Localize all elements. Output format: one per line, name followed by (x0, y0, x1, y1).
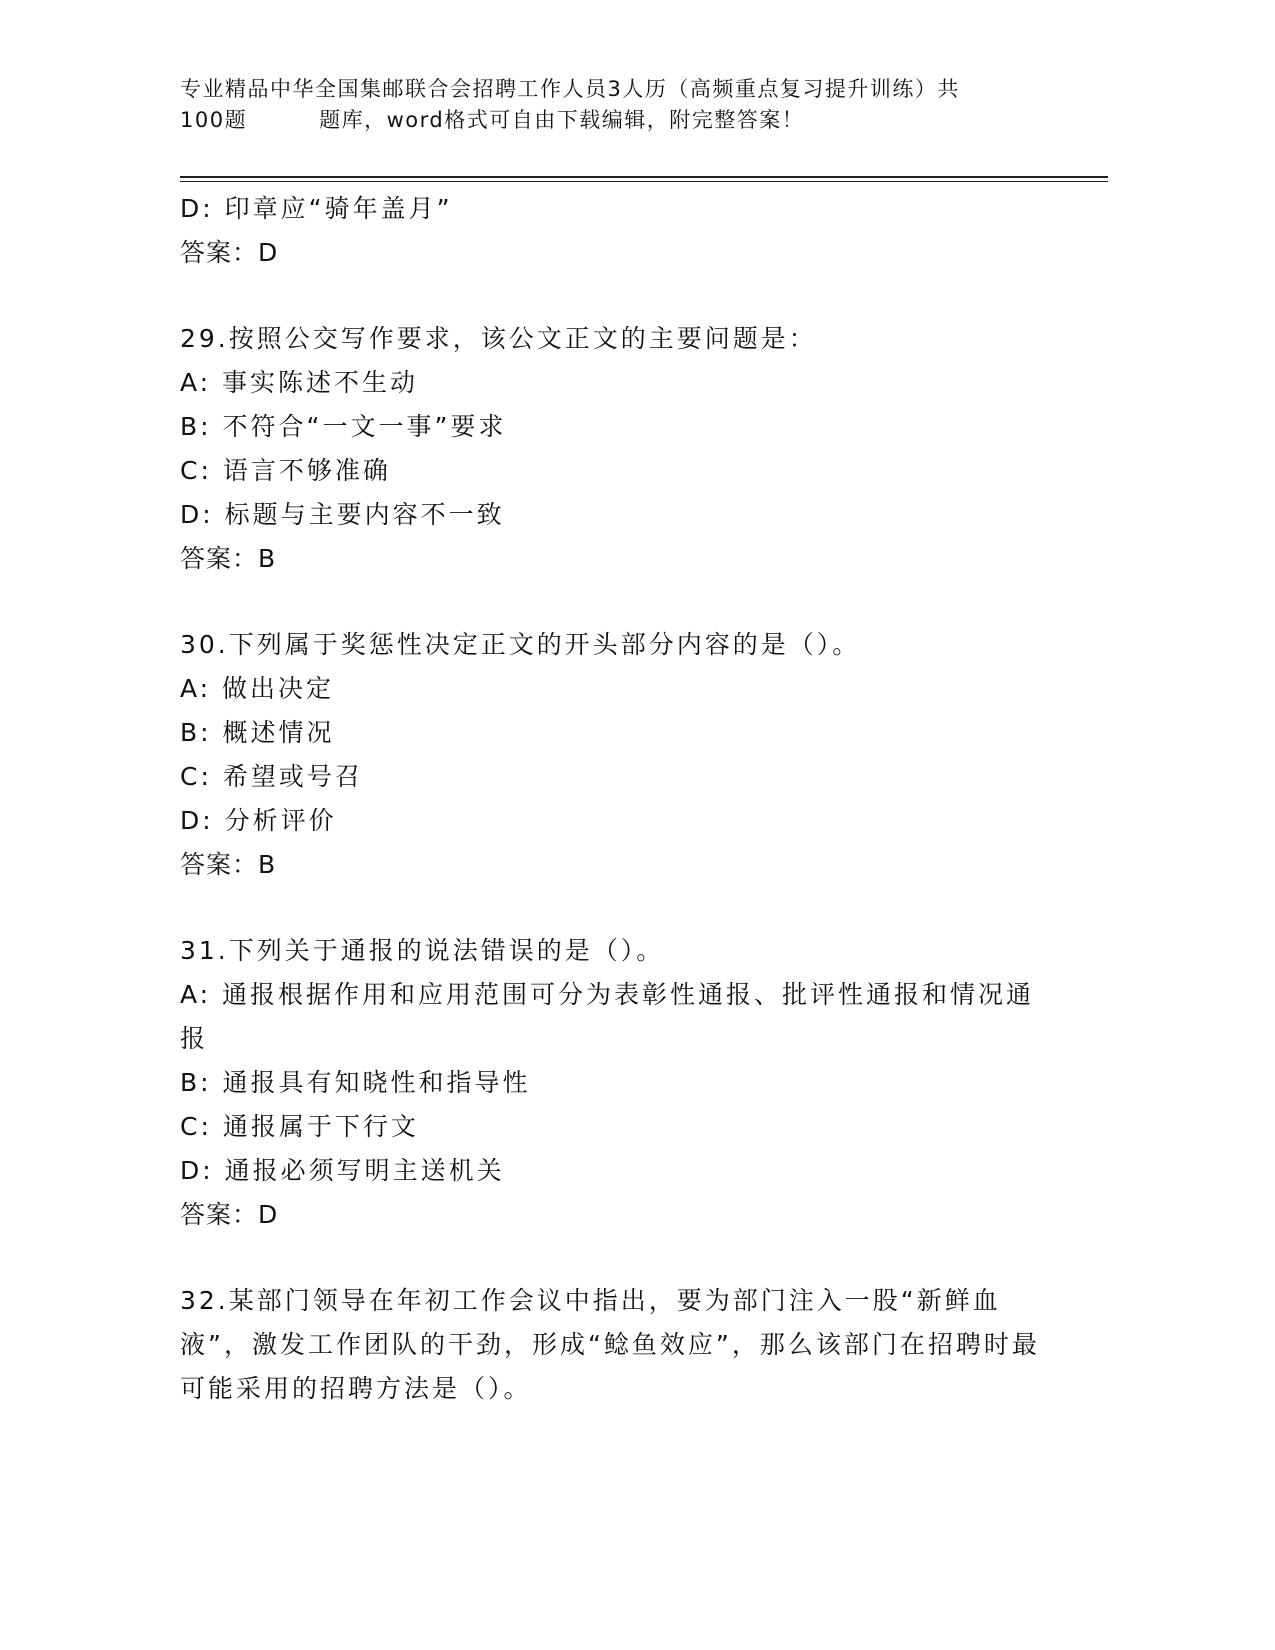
header-rule-thick (180, 176, 1108, 178)
option-a: A: 事实陈述不生动 (180, 368, 419, 397)
option-d: D: 印章应“骑年盖月” (180, 194, 453, 223)
option-a: A: 做出决定 (180, 674, 335, 703)
question-31 (180, 929, 1060, 1237)
question-32 (180, 1279, 1060, 1411)
question-stem: 32.某部门领导在年初工作会议中指出，要为部门注入一股“新鲜血液”，激发工作团队的干劲，形成“鲶鱼效应”，那么该部门在招聘时最可能采用的招聘方法是（）。 (180, 1286, 1040, 1403)
option-b: B: 概述情况 (180, 718, 335, 747)
header-rule-thin (180, 181, 1108, 182)
page-header (180, 74, 1060, 136)
header-description: 题库，word格式可自由下载编辑，附完整答案！ (319, 108, 805, 132)
answer: 答案：D (180, 1200, 279, 1229)
option-d: D: 通报必须写明主送机关 (180, 1156, 505, 1185)
answer: 答案：B (180, 850, 277, 879)
question-stem: 30.下列属于奖惩性决定正文的开头部分内容的是（）。 (180, 630, 861, 659)
option-c: C: 通报属于下行文 (180, 1112, 419, 1141)
header-question-count: 100题 (180, 108, 248, 132)
option-d: D: 标题与主要内容不一致 (180, 500, 505, 529)
option-c: C: 语言不够准确 (180, 456, 391, 485)
option-b: B: 通报具有知晓性和指导性 (180, 1068, 531, 1097)
question-stem: 29.按照公交写作要求，该公文正文的主要问题是： (180, 324, 817, 353)
option-d: D: 分析评价 (180, 806, 337, 835)
header-line-2 (180, 105, 1060, 136)
answer: 答案：D (180, 238, 279, 267)
question-30 (180, 623, 1060, 887)
option-a: A: 通报根据作用和应用范围可分为表彰性通报、批评性通报和情况通报 (180, 980, 1035, 1053)
document-body (180, 187, 1060, 1411)
option-c: C: 希望或号召 (180, 762, 363, 791)
question-29 (180, 317, 1060, 581)
header-line-1: 专业精品中华全国集邮联合会招聘工作人员3人历（高频重点复习提升训练）共 (180, 77, 960, 101)
answer: 答案：B (180, 544, 277, 573)
option-b: B: 不符合“一文一事”要求 (180, 412, 507, 441)
question-stem: 31.下列关于通报的说法错误的是（）。 (180, 936, 665, 965)
